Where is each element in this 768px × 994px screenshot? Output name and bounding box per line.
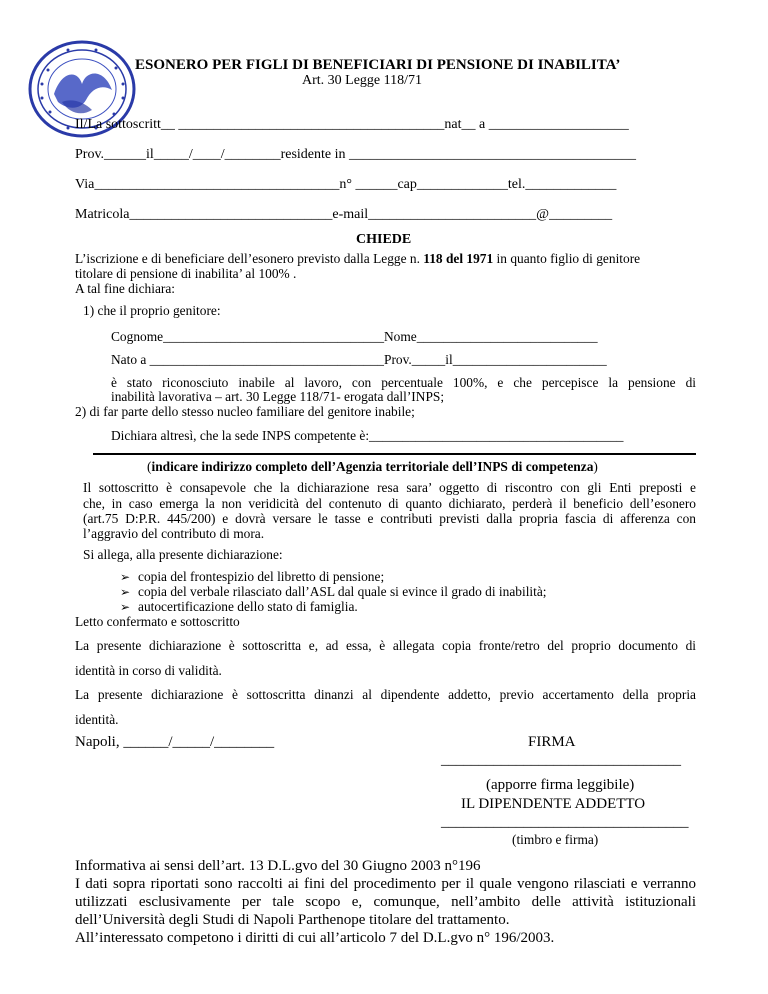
signature-note: (apporre firma leggibile) bbox=[486, 777, 635, 793]
signature-line: ________________________________ bbox=[441, 752, 681, 768]
note-close-paren: ) bbox=[593, 459, 598, 474]
item1-text-2: inabilità lavorativa – art. 30 Legge 118/71- erogata dall’INPS; bbox=[111, 389, 445, 404]
field-line-matricola: Matricola_____________________________e-mail________________________@_________ bbox=[75, 207, 613, 222]
dipendente-signature-line: _________________________________ bbox=[441, 814, 689, 830]
parent-birth-line: Nato a ___________________________________Prov._____il_______________________ bbox=[111, 352, 607, 367]
item2-text: 2) di far parte dello stesso nucleo familiare del genitore inabile; bbox=[75, 404, 415, 419]
note-text: indicare indirizzo completo dell’Agenzia territoriale dell’INPS di competenza bbox=[151, 459, 594, 474]
copia-line-1: La presente dichiarazione è sottoscritta e, ad essa, è allegata copia fronte/retro del proprio documento di bbox=[75, 638, 696, 653]
informativa-title: Informativa ai sensi dell’art. 13 D.L.gvo del 30 Giugno 2003 n°196 bbox=[75, 858, 481, 874]
intro-law-number: 118 del 1971 bbox=[423, 251, 494, 266]
intro-text-c: in quanto figlio di genitore bbox=[493, 251, 641, 266]
informativa-line-5: All’interessato competono i diritti di cui all’articolo 7 del D.L.gvo n° 196/2003. bbox=[75, 930, 555, 946]
document-subtitle: Art. 30 Legge 118/71 bbox=[302, 73, 423, 88]
dipendente-label: IL DIPENDENTE ADDETTO bbox=[461, 796, 646, 812]
copia-line-2: identità in corso di validità. bbox=[75, 663, 222, 678]
chiede-heading: CHIEDE bbox=[356, 232, 412, 247]
attachment-item: ➢ autocertificazione dello stato di famiglia. bbox=[120, 599, 358, 615]
dinanzi-line-1: La presente dichiarazione è sottoscritta dinanzi al dipendente addetto, previo accertamento della propria bbox=[75, 687, 696, 702]
item1-label: 1) che il proprio genitore: bbox=[83, 303, 221, 318]
intro-text-a: L’iscrizione e di beneficiare dell’esonero previsto dalla Legge n. bbox=[75, 251, 424, 266]
field-line-birth-residence: Prov.______il_____/____/________residente in _________________________________________ bbox=[75, 147, 637, 162]
place-date-line: Napoli, ______/_____/________ bbox=[75, 734, 275, 750]
item1-text-1: è stato riconosciuto inabile al lavoro, con percentuale 100%, e che percepisce la pensione di bbox=[111, 375, 696, 390]
informativa-line-2: I dati sopra riportati sono raccolti ai fini del procedimento per il quale vengono rilasciati e verranno bbox=[75, 876, 696, 892]
note-open-paren: ( bbox=[147, 459, 152, 474]
consapevole-line-4: l’aggravio del contributo di mora. bbox=[83, 526, 265, 541]
consapevole-line-2: che, in caso emerga la non veridicità del contenuto di quanto dichiarato, perderà il beneficio dell’esonero bbox=[83, 496, 696, 511]
consapevole-line-3: (art.75 D:P.R. 445/200) e dovrà versare le tasse e contributi previsti dalla propria fascia di afferenza con bbox=[83, 511, 696, 526]
informativa-line-4: dell’Università degli Studi di Napoli Parthenope titolare del trattamento. bbox=[75, 912, 510, 928]
document-title: ESONERO PER FIGLI DI BENEFICIARI DI PENSIONE DI INABILITA’ bbox=[135, 57, 621, 73]
field-line-name: Il/La sottoscritt__ ______________________________________nat__ a ____________________ bbox=[75, 117, 629, 132]
divider-rule bbox=[93, 453, 696, 455]
allega-text: Si allega, alla presente dichiarazione: bbox=[83, 547, 283, 562]
intro-line-3: A tal fine dichiara: bbox=[75, 281, 176, 296]
timbro-note: (timbro e firma) bbox=[512, 832, 599, 847]
consapevole-line-1: Il sottoscritto è consapevole che la dichiarazione resa sara’ oggetto di riscontro con gli Enti preposti e bbox=[83, 480, 696, 495]
attachment-item: ➢ copia del verbale rilasciato dall’ASL dal quale si evince il grado di inabilità; bbox=[120, 584, 547, 600]
letto-text: Letto confermato e sottoscritto bbox=[75, 614, 240, 629]
intro-line-1 bbox=[75, 251, 695, 267]
informativa-line-3: utilizzati esclusivamente per tale scopo e, comunque, nell’ambito delle attività istituzionali bbox=[75, 894, 696, 910]
firma-label: FIRMA bbox=[528, 734, 576, 750]
parent-surname-line: Cognome_________________________________Nome___________________________ bbox=[111, 329, 598, 344]
inps-address-note bbox=[147, 459, 598, 475]
dinanzi-line-2: identità. bbox=[75, 712, 119, 727]
attachment-item: ➢ copia del frontespizio del libretto di pensione; bbox=[120, 569, 384, 585]
field-line-address: Via___________________________________n° ______cap_____________tel._____________ bbox=[75, 177, 617, 192]
intro-line-2: titolare di pensione di inabilita’ al 100% . bbox=[75, 266, 297, 281]
inps-office-line: Dichiara altresì, che la sede INPS competente è:______________________________________ bbox=[111, 428, 624, 443]
